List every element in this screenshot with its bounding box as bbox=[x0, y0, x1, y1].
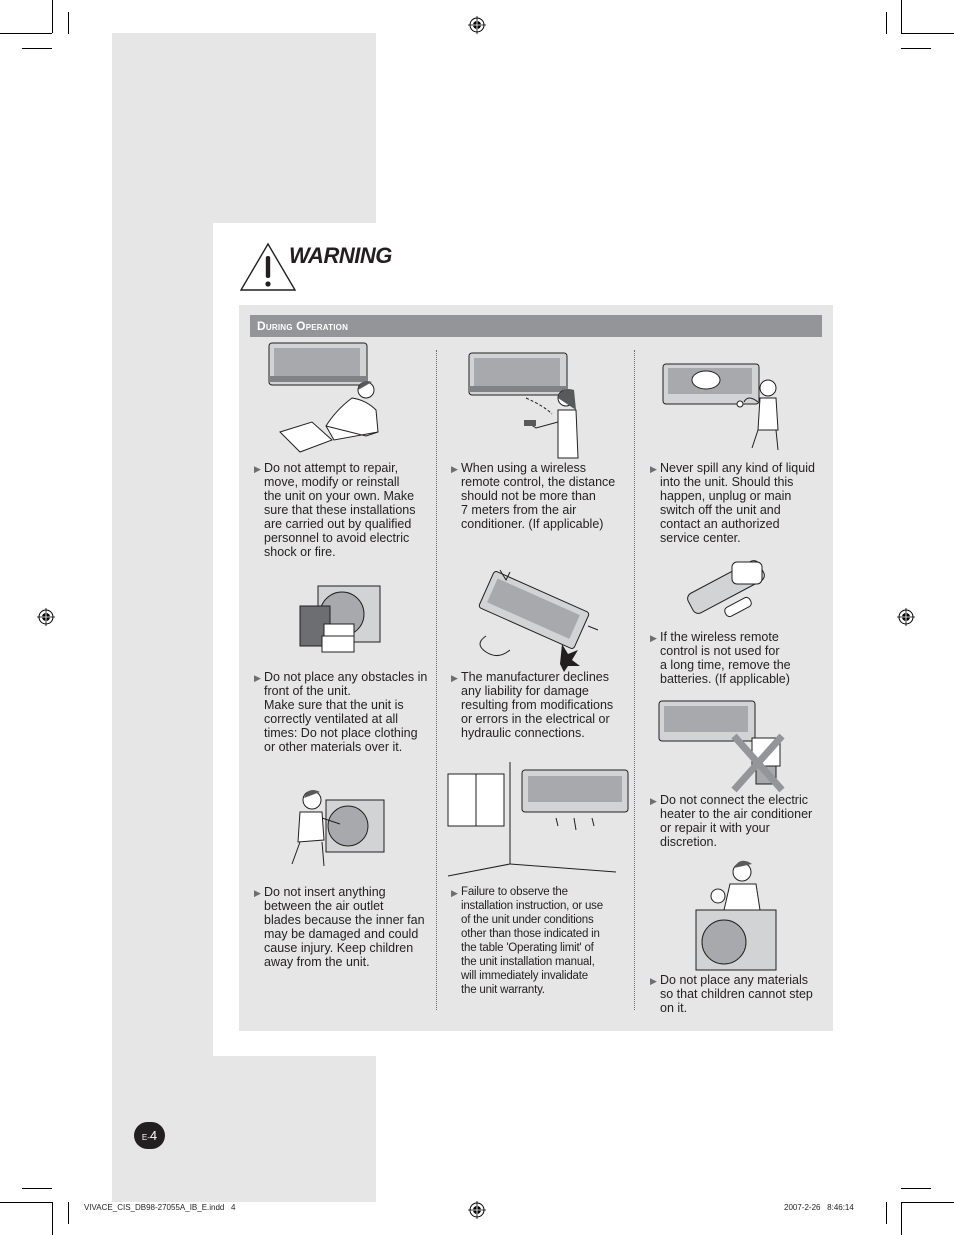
crop-mark bbox=[901, 1202, 902, 1235]
warning-item-manufacturer-liability: ▶ The manufacturer declines any liability for damage resulting from modifications or errors in the electrical or hydraulic connections. bbox=[451, 670, 614, 740]
warning-item-obstacles: ▶ Do not place any obstacles in front of the unit. Make sure that the unit is correctly ventilated at all times: Do not place clothing or other materials over it. bbox=[254, 670, 428, 754]
column-divider bbox=[634, 350, 635, 1010]
registration-mark-icon bbox=[897, 608, 915, 626]
crop-mark bbox=[886, 1202, 887, 1224]
crop-mark bbox=[886, 12, 887, 34]
triangle-right-icon: ▶ bbox=[254, 888, 261, 898]
warning-item-remote-distance: ▶ When using a wireless remote control, the distance should not be more than 7 meters from the air conditioner. (If applicable) bbox=[451, 461, 616, 531]
footer-timestamp: 2007-2-26 8:46:14 bbox=[784, 1203, 854, 1212]
triangle-right-icon: ▶ bbox=[254, 673, 261, 683]
triangle-right-icon: ▶ bbox=[254, 464, 261, 474]
crop-mark bbox=[0, 1202, 52, 1203]
registration-mark-icon bbox=[468, 1201, 486, 1219]
warning-item-operating-limit: ▶ Failure to observe the installation instruction, or use of the unit under conditions other than those indicated in the table 'Operating limit' of the unit installation manual, will immediately invalidate the unit warranty. bbox=[451, 886, 603, 996]
crop-mark bbox=[68, 12, 69, 34]
woman-with-remote-illustration bbox=[466, 350, 586, 460]
page-number-badge bbox=[134, 1122, 165, 1149]
warning-item-children-step: ▶ Do not place any materials so that children cannot step on it. bbox=[650, 973, 813, 1015]
triangle-right-icon: ▶ bbox=[650, 464, 657, 474]
unit-operating-limit-illustration bbox=[446, 760, 632, 878]
crop-mark bbox=[901, 1188, 931, 1189]
triangle-right-icon: ▶ bbox=[451, 673, 458, 683]
warning-item-spill-liquid: ▶ Never spill any kind of liquid into the unit. Should this happen, unplug or main switch off the unit and contact an authorized service center. bbox=[650, 461, 815, 545]
no-electric-heater-illustration bbox=[656, 698, 788, 794]
damaged-unit-illustration bbox=[466, 566, 606, 672]
column-divider bbox=[436, 350, 437, 1010]
child-spilling-liquid-illustration bbox=[660, 358, 790, 458]
registration-mark-icon bbox=[468, 16, 486, 34]
triangle-right-icon: ▶ bbox=[451, 888, 458, 898]
warning-item-outlet-blades: ▶ Do not insert anything between the air outlet blades because the inner fan may be damaged and could cause injury. Keep children away from the unit. bbox=[254, 885, 425, 969]
warning-item-electric-heater: ▶ Do not connect the electric heater to the air conditioner or repair it with your discretion. bbox=[650, 793, 813, 849]
warning-title: WARNING bbox=[289, 243, 392, 268]
page-background-side bbox=[112, 222, 213, 1057]
triangle-right-icon: ▶ bbox=[451, 464, 458, 474]
crop-mark bbox=[901, 0, 902, 33]
section-title: During Operation bbox=[257, 319, 349, 333]
man-repairing-unit-illustration bbox=[266, 340, 386, 460]
triangle-right-icon: ▶ bbox=[650, 633, 657, 643]
outdoor-unit-with-obstacles-illustration bbox=[296, 578, 386, 660]
child-on-outdoor-unit-illustration bbox=[694, 856, 780, 976]
crop-mark bbox=[0, 33, 52, 34]
page-number-prefix: E- bbox=[141, 1133, 150, 1142]
remote-batteries-illustration bbox=[680, 556, 790, 626]
child-at-outdoor-unit-illustration bbox=[278, 780, 388, 870]
crop-mark bbox=[52, 0, 53, 33]
page-number: 4 bbox=[149, 1128, 158, 1143]
crop-mark bbox=[901, 1202, 954, 1203]
footer-filename: VIVACE_CIS_DB98-27055A_IB_E.indd 4 bbox=[84, 1203, 236, 1212]
crop-mark bbox=[68, 1202, 69, 1224]
crop-mark bbox=[901, 33, 954, 34]
crop-mark bbox=[901, 48, 931, 49]
triangle-right-icon: ▶ bbox=[650, 976, 657, 986]
crop-mark bbox=[22, 48, 52, 49]
warning-item-repair: ▶ Do not attempt to repair, move, modify or reinstall the unit on your own. Make sure that these installations are carried out by qualified personnel to avoid electric shock or fire. bbox=[254, 461, 416, 559]
warning-item-remove-batteries: ▶ If the wireless remote control is not used for a long time, remove the batteries. (If applicable) bbox=[650, 630, 791, 686]
crop-mark bbox=[22, 1188, 52, 1189]
page-background-top bbox=[112, 33, 376, 223]
triangle-right-icon: ▶ bbox=[650, 796, 657, 806]
crop-mark bbox=[52, 1202, 53, 1235]
registration-mark-icon bbox=[37, 608, 55, 626]
